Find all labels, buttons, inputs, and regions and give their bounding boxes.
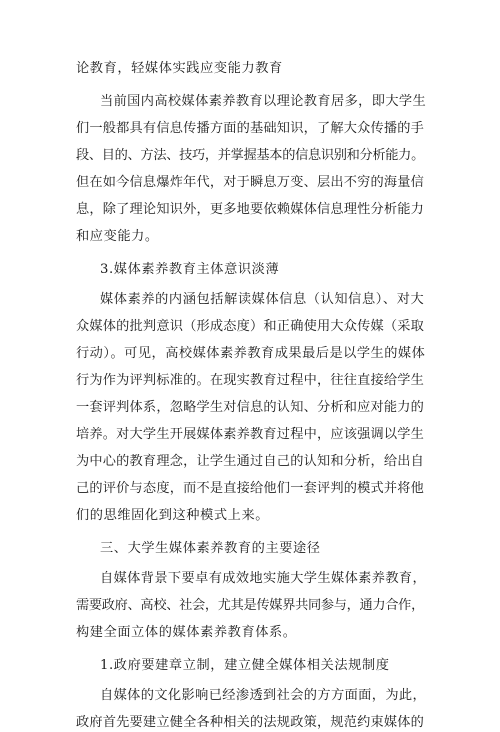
text-line: 培养。对大学生开展媒体素养教育过程中，应该强调以学生 bbox=[76, 427, 425, 442]
text-line: 息，除了理论知识外，更多地要依赖媒体信息理性分析能力 bbox=[76, 202, 425, 217]
text-line: 政府首先要建立健全各种相关的法规政策，规范约束媒体的 bbox=[76, 715, 425, 730]
text-line: 一套评判体系，忽略学生对信息的认知、分析和应对能力的 bbox=[76, 400, 425, 415]
section-heading: 三、大学生媒体素养教育的主要途径 bbox=[100, 541, 321, 556]
text-line: 己的评价与态度，而不是直接给他们一套评判的模式并将他 bbox=[76, 481, 425, 496]
text-line: 段、目的、方法、技巧，并掌握基本的信息识别和分析能力。 bbox=[76, 148, 424, 163]
text-line: 行动）。可见，高校媒体素养教育成果最后是以学生的媒体 bbox=[76, 346, 426, 361]
text-line: 行为作为评判标准的。在现实教育过程中，往往直接给学生 bbox=[76, 373, 425, 388]
paragraph-first-line: 自媒体的文化影响已经渗透到社会的方方面面，为此， bbox=[100, 688, 427, 703]
text-line: 论教育，轻媒体实践应变能力教育 bbox=[76, 61, 283, 76]
text-line: 构建全面立体的媒体素养教育体系。 bbox=[76, 625, 297, 640]
text-line: 和应变能力。 bbox=[76, 229, 159, 244]
text-line: 们的思维固化到这种模式上来。 bbox=[76, 508, 270, 523]
text-line: 们一般都具有信息传播方面的基础知识，了解大众传播的手 bbox=[76, 121, 425, 136]
paragraph-first-line: 自媒体背景下要卓有成效地实施大学生媒体素养教育， bbox=[100, 571, 427, 586]
paragraph-first-line: 媒体素养的内涵包括解读媒体信息（认知信息）、对大 bbox=[100, 292, 425, 307]
text-line: 需要政府、高校、社会，尤其是传媒界共同参与，通力合作， bbox=[76, 598, 424, 613]
text-line: 众媒体的批判意识（形成态度）和正确使用大众传媒（采取 bbox=[76, 319, 425, 334]
text-line: 为中心的教育理念，让学生通过自己的认知和分析，给出自 bbox=[76, 454, 425, 469]
paragraph-first-line: 当前国内高校媒体素养教育以理论教育居多，即大学生 bbox=[100, 94, 427, 109]
section-heading: 3.媒体素养教育主体意识淡薄 bbox=[100, 262, 280, 277]
section-heading: 1.政府要建章立制，建立健全媒体相关法规制度 bbox=[100, 658, 390, 673]
text-line: 但在如今信息爆炸年代，对于瞬息万变、层出不穷的海量信 bbox=[76, 175, 425, 190]
